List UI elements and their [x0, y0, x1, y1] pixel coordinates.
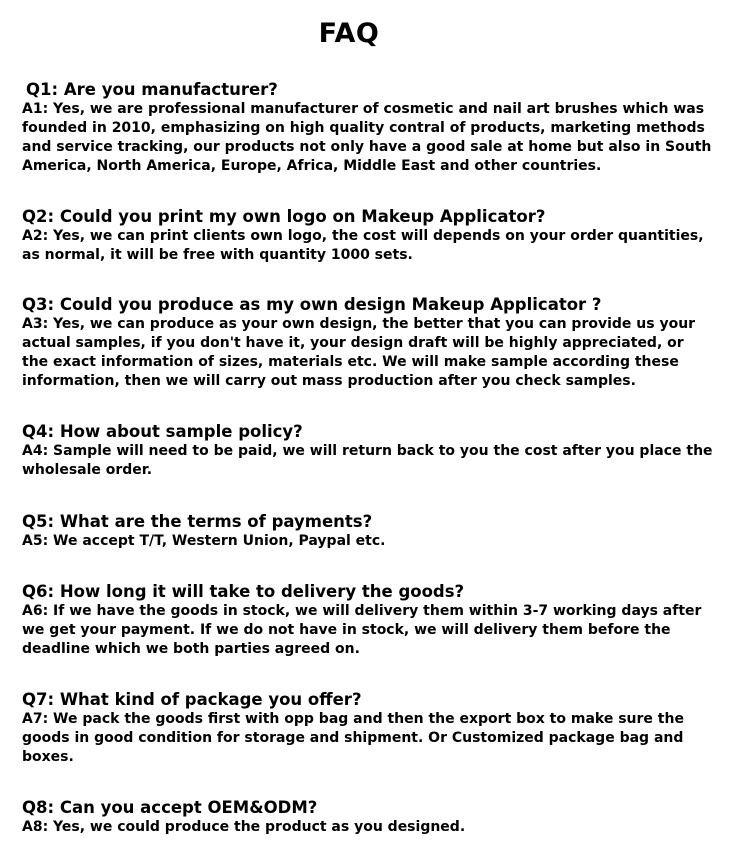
faq-answer-line: A8: Yes, we could produce the product as you designed. [22, 819, 466, 835]
faq-question: Q5: What are the terms of payments? [22, 512, 373, 531]
faq-item-8 [22, 797, 732, 837]
faq-answer [22, 315, 732, 391]
faq-question: Q1: Are you manufacturer? [26, 80, 278, 99]
faq-item-2 [22, 206, 732, 265]
faq-item-5 [22, 511, 732, 551]
faq-question: Q8: Can you accept OEM&ODM? [22, 798, 318, 817]
faq-item-7 [22, 689, 732, 767]
faq-answer-line: A7: We pack the goods first with opp bag and then the export box to make sure the [22, 711, 684, 727]
faq-answer-line: A5: We accept T/T, Western Union, Paypal etc. [22, 533, 386, 549]
faq-answer-line: A1: Yes, we are professional manufacturer of cosmetic and nail art brushes which was [22, 101, 705, 117]
faq-answer-line: founded in 2010, emphasizing on high quality contral of products, marketing methods [22, 120, 705, 136]
faq-answer-line: actual samples, if you don't have it, your design draft will be highly appreciated, or [22, 335, 684, 351]
faq-question: Q6: How long it will take to delivery the goods? [22, 582, 465, 601]
faq-answer-line: A4: Sample will need to be paid, we will return back to you the cost after you place the [22, 443, 713, 459]
faq-answer [22, 818, 732, 837]
faq-answer-line: A2: Yes, we can print clients own logo, the cost will depends on your order quantities, [22, 228, 704, 244]
faq-question: Q7: What kind of package you offer? [22, 690, 362, 709]
faq-item-3 [22, 294, 732, 391]
page-title: FAQ [318, 18, 380, 49]
faq-answer-line: as normal, it will be free with quantity 1000 sets. [22, 247, 413, 263]
faq-answer [22, 602, 732, 659]
faq-answer-line: wholesale order. [22, 462, 153, 478]
faq-item-1 [22, 79, 736, 176]
faq-answer [22, 227, 732, 265]
faq-answer-line: boxes. [22, 749, 74, 765]
faq-answer-line: A3: Yes, we can produce as your own design, the better that you can provide us your [22, 316, 696, 332]
faq-item-4 [22, 421, 732, 480]
faq-answer [22, 100, 736, 176]
faq-answer-line: A6: If we have the goods in stock, we will delivery them within 3-7 working days after [22, 603, 702, 619]
faq-answer-line: America, North America, Europe, Africa, Middle East and other countries. [22, 158, 602, 174]
faq-question: Q4: How about sample policy? [22, 422, 303, 441]
faq-answer [22, 442, 732, 480]
faq-answer-line: the exact information of sizes, materials etc. We will make sample according these [22, 354, 679, 370]
faq-answer-line: deadline which we both parties agreed on. [22, 641, 360, 657]
faq-answer-line: goods in good condition for storage and shipment. Or Customized package bag and [22, 730, 684, 746]
faq-question: Q3: Could you produce as my own design Makeup Applicator ? [22, 295, 602, 314]
faq-answer-line: we get your payment. If we do not have in stock, we will delivery them before the [22, 622, 671, 638]
faq-question: Q2: Could you print my own logo on Makeup Applicator? [22, 207, 546, 226]
faq-answer-line: and service tracking, our products not only have a good sale at home but also in South [22, 139, 712, 155]
faq-answer [22, 532, 732, 551]
faq-answer [22, 710, 732, 767]
faq-answer-line: information, then we will carry out mass production after you check samples. [22, 373, 636, 389]
faq-item-6 [22, 581, 732, 659]
